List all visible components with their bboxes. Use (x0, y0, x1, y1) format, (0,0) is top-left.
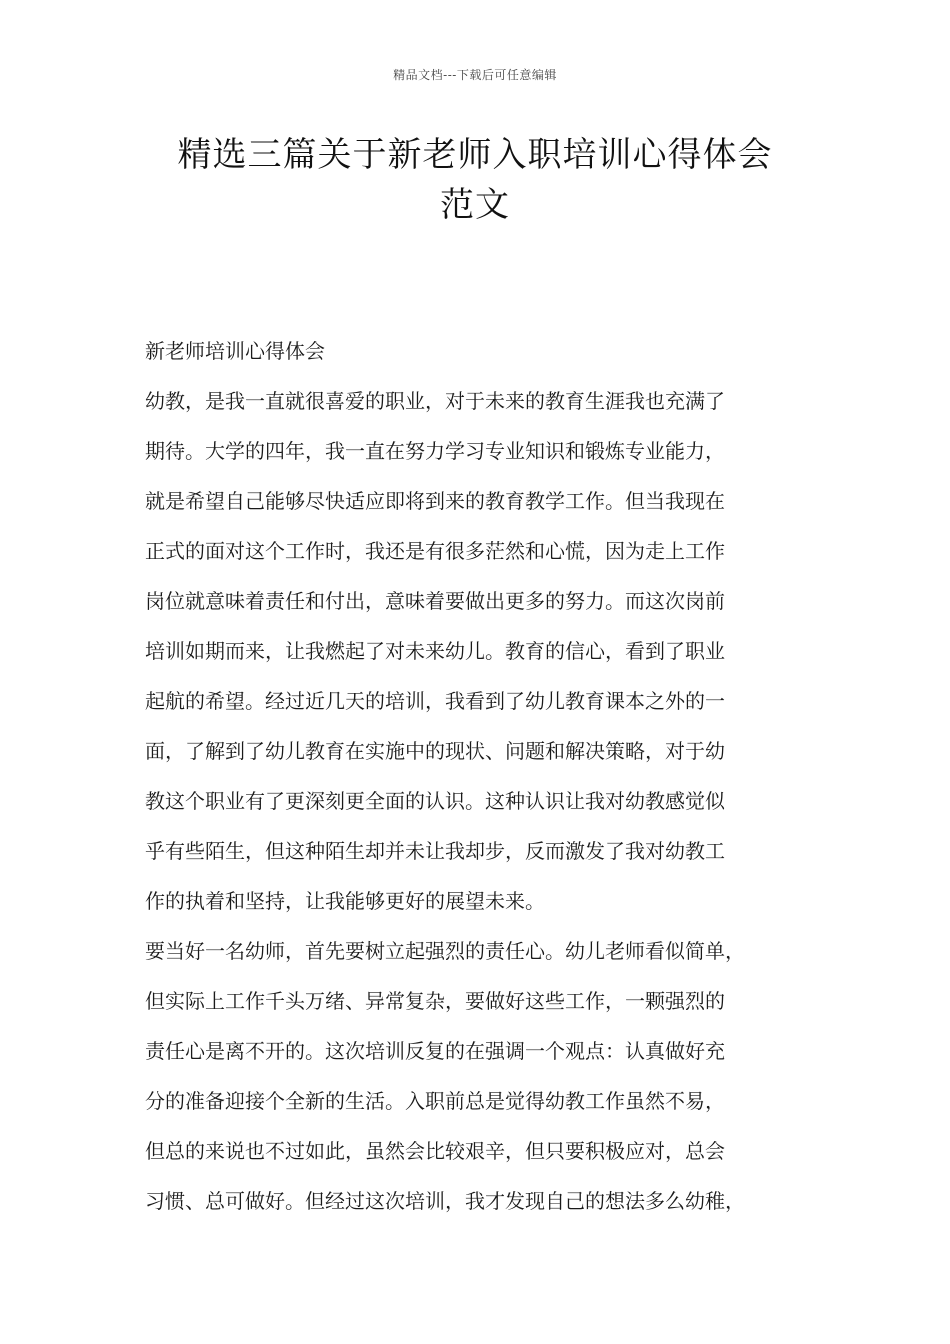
header-note: 精品文档---下载后可任意编辑 (393, 68, 557, 82)
paragraph-line: 但总的来说也不过如此，虽然会比较艰辛，但只要积极应对，总会 (145, 1139, 725, 1163)
document-title (120, 130, 830, 230)
paragraph-line: 作的执着和坚持，让我能够更好的展望未来。 (145, 889, 545, 913)
paragraph-line: 要当好一名幼师，首先要树立起强烈的责任心。幼儿老师看似简单， (145, 939, 745, 963)
document-body (145, 326, 835, 1226)
paragraph-line: 期待。大学的四年，我一直在努力学习专业知识和锻炼专业能力， (145, 439, 725, 463)
paragraph-line: 但实际上工作千头万绪、异常复杂，要做好这些工作，一颗强烈的 (145, 989, 725, 1013)
paragraph-line: 分的准备迎接个全新的生活。入职前总是觉得幼教工作虽然不易， (145, 1089, 725, 1113)
section-heading: 新老师培训心得体会 (145, 339, 325, 363)
title-line: 范文 (440, 185, 510, 225)
paragraph-line: 培训如期而来，让我燃起了对未来幼儿。教育的信心，看到了职业 (145, 639, 725, 663)
paragraph-line: 幼教，是我一直就很喜爱的职业，对于未来的教育生涯我也充满了 (145, 389, 725, 413)
paragraph-line: 起航的希望。经过近几天的培训，我看到了幼儿教育课本之外的一 (145, 689, 725, 713)
title-line: 精选三篇关于新老师入职培训心得体会 (177, 135, 773, 175)
paragraph-line: 正式的面对这个工作时，我还是有很多茫然和心慌，因为走上工作 (145, 539, 725, 563)
paragraph-line: 面，了解到了幼儿教育在实施中的现状、问题和解决策略，对于幼 (145, 739, 725, 763)
paragraph-line: 就是希望自己能够尽快适应即将到来的教育教学工作。但当我现在 (145, 489, 725, 513)
paragraph-line: 岗位就意味着责任和付出，意味着要做出更多的努力。而这次岗前 (145, 589, 725, 613)
paragraph-line: 乎有些陌生，但这种陌生却并未让我却步，反而激发了我对幼教工 (145, 839, 725, 863)
paragraph-line: 习惯、总可做好。但经过这次培训，我才发现自己的想法多么幼稚， (145, 1189, 745, 1213)
paragraph-line: 责任心是离不开的。这次培训反复的在强调一个观点：认真做好充 (145, 1039, 725, 1063)
paragraph-line: 教这个职业有了更深刻更全面的认识。这种认识让我对幼教感觉似 (145, 789, 725, 813)
